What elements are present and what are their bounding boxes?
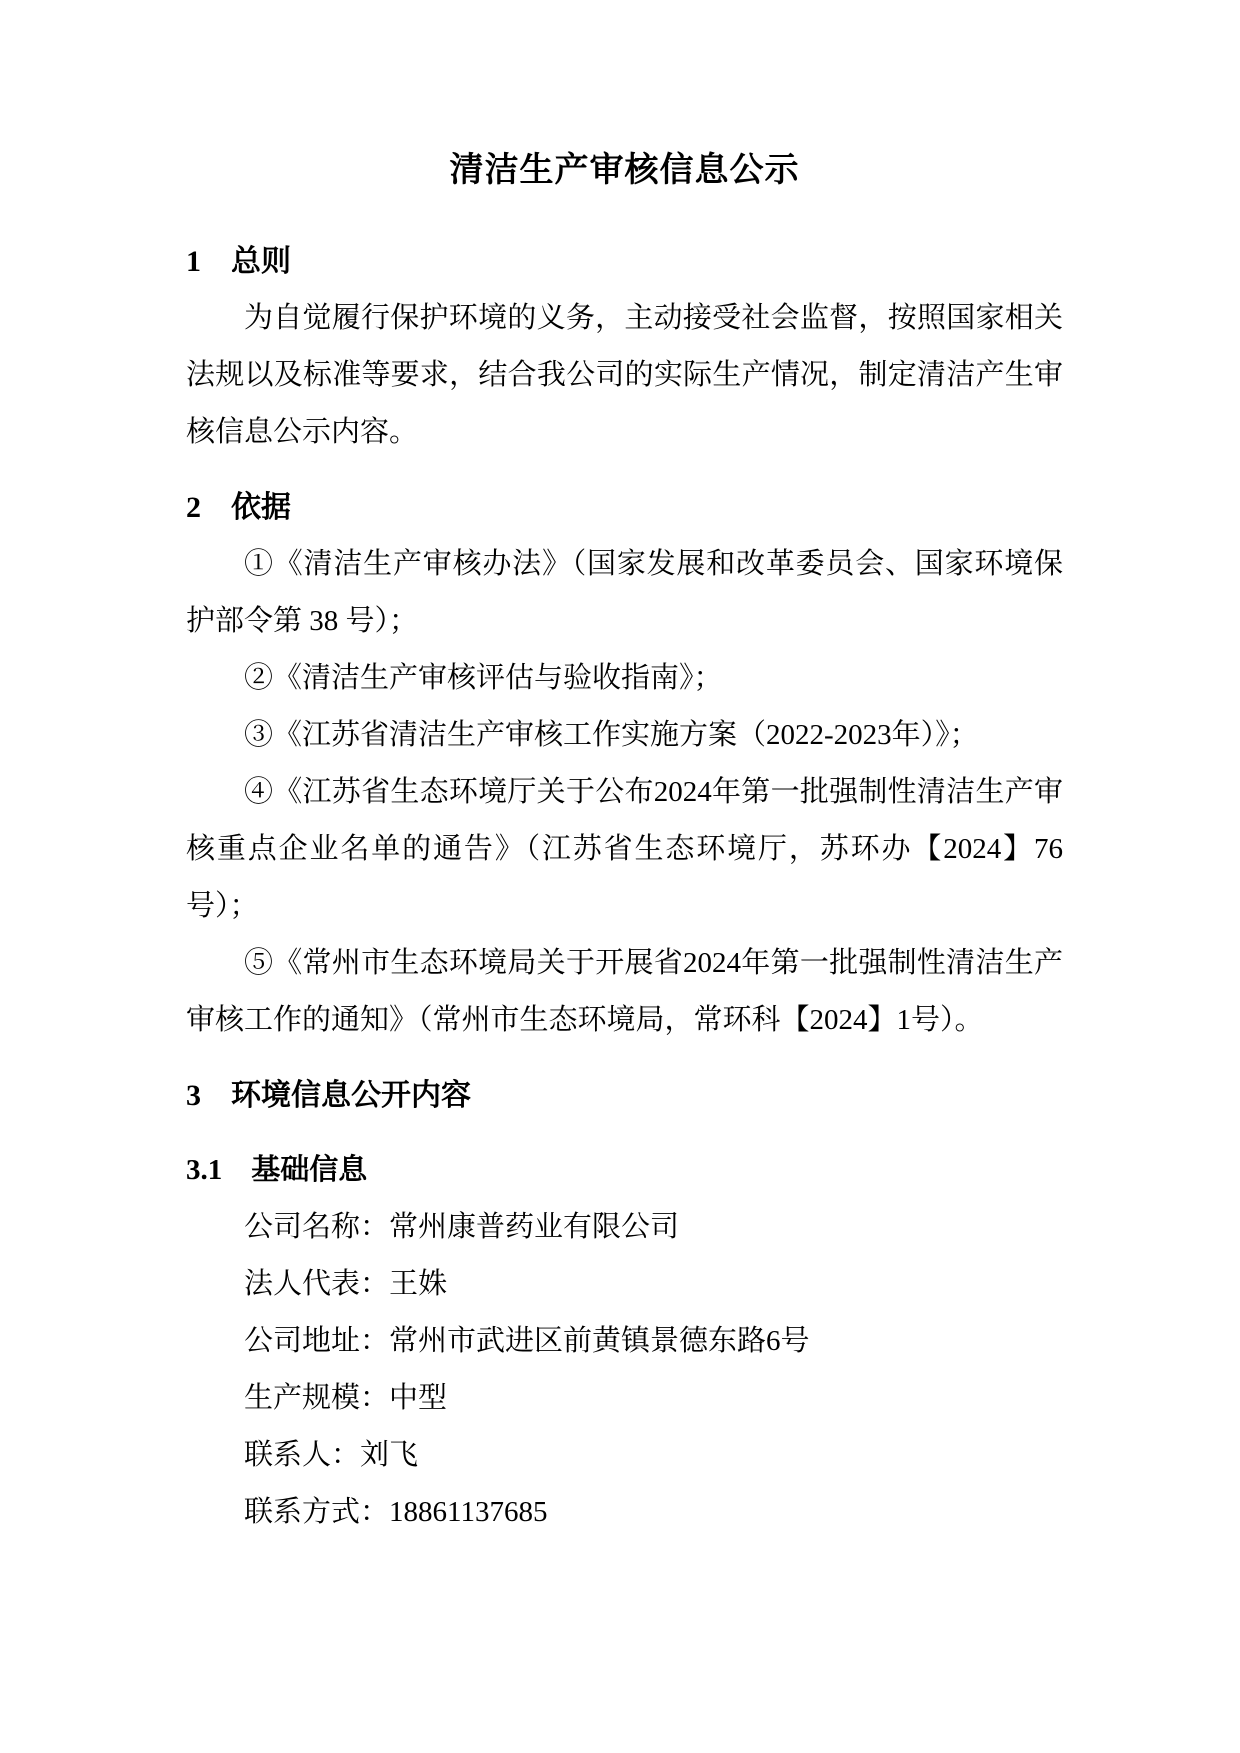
basis-item-5: ⑤《常州市生态环境局关于开展省2024年第一批强制性清洁生产审核工作的通知》（常州市生态环境局，常环科【2024】1号）。 — [186, 947, 1063, 1036]
field-value: 王姝 — [389, 1268, 448, 1300]
basis-item-1: ①《清洁生产审核办法》（国家发展和改革委员会、国家环境保护部令第 38 号）； — [186, 548, 1063, 637]
field-label: 法人代表： — [244, 1268, 390, 1300]
section-disclosure-heading: 3 环境信息公开内容 — [186, 1079, 471, 1112]
field-row-production-scale — [186, 1370, 1063, 1427]
field-value: 常州市武进区前黄镇景德东路6号 — [389, 1325, 810, 1357]
basis-item-2: ②《清洁生产审核评估与验收指南》； — [244, 662, 723, 694]
document-title: 清洁生产审核信息公示 — [449, 152, 800, 189]
field-value: 18861137685 — [389, 1496, 548, 1528]
basis-item-4: ④《江苏省生态环境厅关于公布2024年第一批强制性清洁生产审核重点企业名单的通告》（江苏省生态环境厅，苏环办【2024】76号）； — [186, 776, 1063, 922]
field-row-company-address — [186, 1313, 1063, 1370]
field-row-company-name — [186, 1199, 1063, 1256]
field-label: 联系人： — [244, 1439, 361, 1471]
field-label: 公司地址： — [244, 1325, 390, 1357]
section-basis-heading: 2 依据 — [186, 491, 291, 524]
field-label: 联系方式： — [244, 1496, 390, 1528]
subsection-basic-info-heading: 3.1 基础信息 — [186, 1154, 368, 1186]
field-label: 生产规模： — [244, 1382, 390, 1414]
field-value: 中型 — [389, 1382, 448, 1414]
field-row-legal-representative — [186, 1256, 1063, 1313]
section-general-heading: 1 总则 — [186, 245, 291, 278]
general-paragraph: 为自觉履行保护环境的义务，主动接受社会监督，按照国家相关法规以及标准等要求，结合我公司的实际生产情况，制定清洁产生审核信息公示内容。 — [186, 302, 1063, 448]
field-row-contact-person — [186, 1427, 1063, 1484]
field-value: 常州康普药业有限公司 — [389, 1211, 680, 1243]
field-value: 刘飞 — [360, 1439, 419, 1471]
basis-item-3: ③《江苏省清洁生产审核工作实施方案（2022-2023年）》； — [244, 719, 979, 751]
field-label: 公司名称： — [244, 1211, 390, 1243]
field-row-contact-phone — [186, 1484, 1063, 1541]
